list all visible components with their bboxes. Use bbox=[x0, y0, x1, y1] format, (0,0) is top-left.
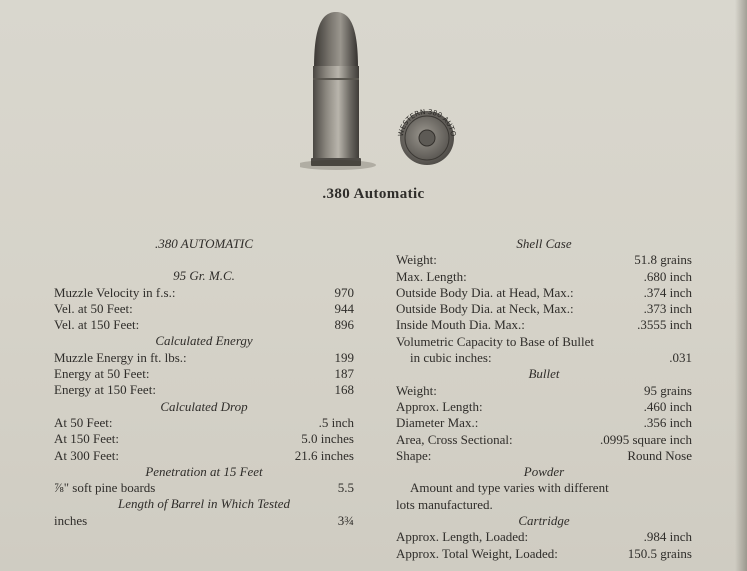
capacity-line: Volumetric Capacity to Base of Bullet bbox=[396, 333, 594, 349]
shell-row: Outside Body Dia. at Head, Max.: .374 inch bbox=[396, 284, 692, 300]
drop-row: At 150 Feet: 5.0 inches bbox=[54, 431, 354, 447]
bullet-row: Approx. Length: .460 inch bbox=[396, 398, 692, 414]
powder-line: Amount and type varies with different bbox=[410, 480, 609, 496]
shell-row: Inside Mouth Dia. Max.: .3555 inch bbox=[396, 317, 692, 333]
velocity-row: Vel. at 150 Feet: 896 bbox=[54, 317, 354, 333]
shell-case-heading: Shell Case bbox=[516, 236, 572, 251]
energy-heading: Calculated Energy bbox=[155, 333, 253, 349]
cartridge-photo bbox=[300, 8, 470, 173]
drop-row: At 300 Feet: 21.6 inches bbox=[54, 447, 354, 463]
area-row: Area, Cross Sectional: .0995 square inch bbox=[396, 431, 692, 447]
cartridge-row: Approx. Total Weight, Loaded: 150.5 grains bbox=[396, 545, 692, 561]
cartridge-heading: Cartridge bbox=[518, 513, 570, 529]
figure-caption: .380 Automatic bbox=[322, 186, 425, 202]
ballistics-column bbox=[54, 236, 354, 529]
barrel-row: inches 3¾ bbox=[54, 512, 354, 528]
load-heading: 95 Gr. M.C. bbox=[173, 268, 235, 284]
drop-row: At 50 Feet: .5 inch bbox=[54, 414, 354, 430]
capacity-row: in cubic inches: .031 bbox=[410, 350, 692, 366]
powder-heading: Powder bbox=[523, 464, 565, 480]
powder-line: lots manufactured. bbox=[396, 496, 493, 512]
shell-row: Weight: 51.8 grains bbox=[396, 252, 692, 268]
energy-row: Energy at 50 Feet: 187 bbox=[54, 366, 354, 382]
section-title: .380 AUTOMATIC bbox=[155, 236, 253, 251]
penetration-row: ⅞" soft pine boards 5.5 bbox=[54, 480, 354, 496]
headstamp-text: WESTERN 380 AUTO bbox=[396, 107, 458, 138]
cartridge-row: Approx. Length, Loaded: .984 inch bbox=[396, 529, 692, 545]
velocity-row: Vel. at 50 Feet: 944 bbox=[54, 300, 354, 316]
energy-row: Energy at 150 Feet: 168 bbox=[54, 382, 354, 398]
penetration-heading: Penetration at 15 Feet bbox=[145, 463, 263, 479]
shell-row: Max. Length: .680 inch bbox=[396, 268, 692, 284]
energy-row: Muzzle Energy in ft. lbs.: 199 bbox=[54, 349, 354, 365]
drop-heading: Calculated Drop bbox=[160, 398, 248, 414]
bullet-heading: Bullet bbox=[528, 366, 560, 382]
bullet-row: Diameter Max.: .356 inch bbox=[396, 415, 692, 431]
bullet-row: Weight: 95 grains bbox=[396, 382, 692, 398]
specs-column bbox=[396, 236, 692, 562]
shape-row: Shape: Round Nose bbox=[396, 447, 692, 463]
velocity-row: Muzzle Velocity in f.s.: 970 bbox=[54, 284, 354, 300]
shell-row: Outside Body Dia. at Neck, Max.: .373 inch bbox=[396, 301, 692, 317]
page-edge-shadow bbox=[735, 0, 747, 571]
barrel-heading: Length of Barrel in Which Tested bbox=[117, 496, 290, 512]
